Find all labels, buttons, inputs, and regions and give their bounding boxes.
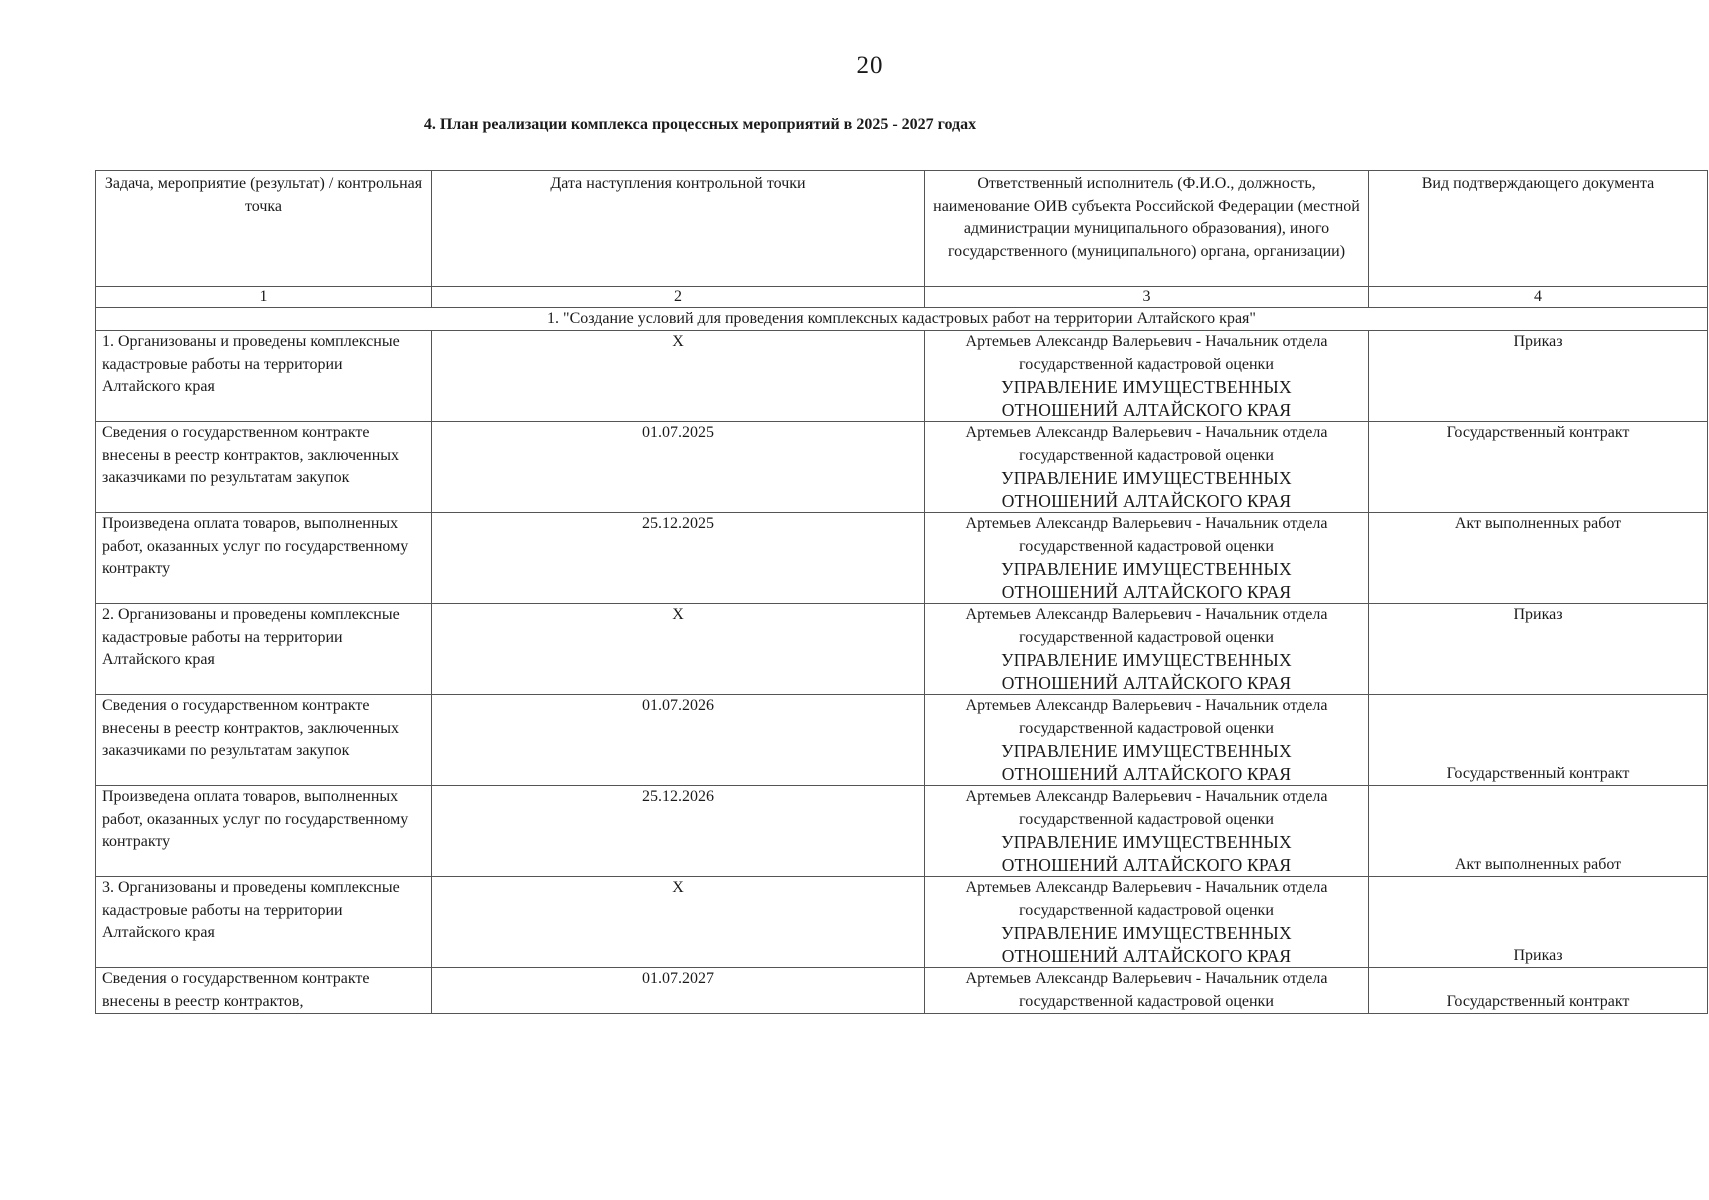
responsible-agency: ОТНОШЕНИЙ АЛТАЙСКОГО КРАЯ	[1001, 490, 1292, 511]
document-cell: Государственный контракт	[1369, 422, 1708, 513]
responsible-department: государственной кадастровой оценки	[1019, 719, 1274, 737]
responsible-agency: ОТНОШЕНИЙ АЛТАЙСКОГО КРАЯ	[1001, 763, 1292, 784]
header-document: Вид подтверждающего документа	[1369, 171, 1708, 287]
table-row	[96, 513, 1708, 604]
responsible-agency: УПРАВЛЕНИЕ ИМУЩЕСТВЕННЫХ	[1001, 923, 1292, 943]
responsible-agency: ОТНОШЕНИЙ АЛТАЙСКОГО КРАЯ	[1001, 945, 1292, 966]
responsible-department: государственной кадастровой оценки	[1019, 628, 1274, 646]
responsible-agency: ОТНОШЕНИЙ АЛТАЙСКОГО КРАЯ	[1001, 672, 1292, 693]
responsible-department: государственной кадастровой оценки	[1019, 537, 1274, 555]
section-row	[96, 308, 1708, 331]
document-cell: Акт выполненных работ	[1369, 786, 1708, 877]
responsible-cell	[925, 968, 1369, 1014]
responsible-cell	[925, 786, 1369, 877]
responsible-agency: ОТНОШЕНИЙ АЛТАЙСКОГО КРАЯ	[1001, 399, 1292, 420]
section-title: 1. "Создание условий для проведения комплексных кадастровых работ на территории Алтайского края"	[96, 308, 1708, 331]
document-cell: Государственный контракт	[1369, 968, 1708, 1014]
table-row	[96, 786, 1708, 877]
responsible-cell	[925, 331, 1369, 422]
column-number: 3	[925, 287, 1369, 308]
date-cell: 01.07.2025	[432, 422, 925, 513]
responsible-agency: УПРАВЛЕНИЕ ИМУЩЕСТВЕННЫХ	[1001, 650, 1292, 670]
document-cell: Приказ	[1369, 877, 1708, 968]
table-header-row	[96, 171, 1708, 287]
task-cell: 2. Организованы и проведены комплексные кадастровые работы на территории Алтайского края	[96, 604, 432, 695]
table-row	[96, 604, 1708, 695]
responsible-agency: ОТНОШЕНИЙ АЛТАЙСКОГО КРАЯ	[1001, 581, 1292, 602]
responsible-department: государственной кадастровой оценки	[1019, 901, 1274, 919]
page-number: 20	[856, 52, 884, 79]
task-cell: Сведения о государственном контракте внесены в реестр контрактов,	[96, 968, 432, 1014]
table-row	[96, 968, 1708, 1014]
responsible-cell	[925, 604, 1369, 695]
header-date: Дата наступления контрольной точки	[432, 171, 925, 287]
responsible-name: Артемьев Александр Валерьевич - Начальник отдела	[965, 606, 1328, 623]
date-cell: 01.07.2027	[432, 968, 925, 1014]
responsible-name: Артемьев Александр Валерьевич - Начальник отдела	[965, 333, 1328, 350]
date-cell: X	[432, 331, 925, 422]
responsible-cell	[925, 513, 1369, 604]
task-cell: Сведения о государственном контракте внесены в реестр контрактов, заключенных заказчиками по результатам закупок	[96, 422, 432, 513]
responsible-cell	[925, 877, 1369, 968]
date-cell: 25.12.2026	[432, 786, 925, 877]
column-number: 1	[96, 287, 432, 308]
page-title: 4. План реализации комплекса процессных мероприятий в 2025 - 2027 годах	[423, 116, 977, 133]
date-cell: 01.07.2026	[432, 695, 925, 786]
responsible-agency: ОТНОШЕНИЙ АЛТАЙСКОГО КРАЯ	[1001, 854, 1292, 875]
responsible-department: государственной кадастровой оценки	[1019, 992, 1274, 1010]
responsible-department: государственной кадастровой оценки	[1019, 446, 1274, 464]
responsible-name: Артемьев Александр Валерьевич - Начальник отдела	[965, 424, 1328, 441]
column-number-row	[96, 287, 1708, 308]
responsible-name: Артемьев Александр Валерьевич - Начальник отдела	[965, 879, 1328, 896]
task-cell: Произведена оплата товаров, выполненных работ, оказанных услуг по государственному контракту	[96, 513, 432, 604]
responsible-agency: УПРАВЛЕНИЕ ИМУЩЕСТВЕННЫХ	[1001, 559, 1292, 579]
responsible-agency: УПРАВЛЕНИЕ ИМУЩЕСТВЕННЫХ	[1001, 832, 1292, 852]
responsible-name: Артемьев Александр Валерьевич - Начальник отдела	[965, 970, 1328, 987]
responsible-department: государственной кадастровой оценки	[1019, 355, 1274, 373]
responsible-cell	[925, 695, 1369, 786]
column-number: 4	[1369, 287, 1708, 308]
responsible-name: Артемьев Александр Валерьевич - Начальник отдела	[965, 515, 1328, 532]
date-cell: X	[432, 604, 925, 695]
task-cell: 1. Организованы и проведены комплексные кадастровые работы на территории Алтайского края	[96, 331, 432, 422]
document-cell: Приказ	[1369, 331, 1708, 422]
header-task: Задача, мероприятие (результат) / контрольная точка	[96, 171, 432, 287]
column-number: 2	[432, 287, 925, 308]
document-cell: Приказ	[1369, 604, 1708, 695]
responsible-agency: УПРАВЛЕНИЕ ИМУЩЕСТВЕННЫХ	[1001, 377, 1292, 397]
table-row	[96, 877, 1708, 968]
task-cell: Произведена оплата товаров, выполненных работ, оказанных услуг по государственному контракту	[96, 786, 432, 877]
responsible-cell	[925, 422, 1369, 513]
task-cell: 3. Организованы и проведены комплексные кадастровые работы на территории Алтайского края	[96, 877, 432, 968]
document-cell: Акт выполненных работ	[1369, 513, 1708, 604]
table-row	[96, 422, 1708, 513]
responsible-agency: УПРАВЛЕНИЕ ИМУЩЕСТВЕННЫХ	[1001, 741, 1292, 761]
table-row	[96, 695, 1708, 786]
date-cell: 25.12.2025	[432, 513, 925, 604]
plan-table	[95, 170, 1708, 1014]
task-cell: Сведения о государственном контракте внесены в реестр контрактов, заключенных заказчиками по результатам закупок	[96, 695, 432, 786]
date-cell: X	[432, 877, 925, 968]
table-row	[96, 331, 1708, 422]
responsible-name: Артемьев Александр Валерьевич - Начальник отдела	[965, 697, 1328, 714]
header-responsible: Ответственный исполнитель (Ф.И.О., должность, наименование ОИВ субъекта Российской Федерации (местной администрации муниципального образования), иного государственного (муниципального) органа, организации)	[925, 171, 1369, 287]
responsible-agency: УПРАВЛЕНИЕ ИМУЩЕСТВЕННЫХ	[1001, 468, 1292, 488]
document-cell: Государственный контракт	[1369, 695, 1708, 786]
responsible-name: Артемьев Александр Валерьевич - Начальник отдела	[965, 788, 1328, 805]
responsible-department: государственной кадастровой оценки	[1019, 810, 1274, 828]
